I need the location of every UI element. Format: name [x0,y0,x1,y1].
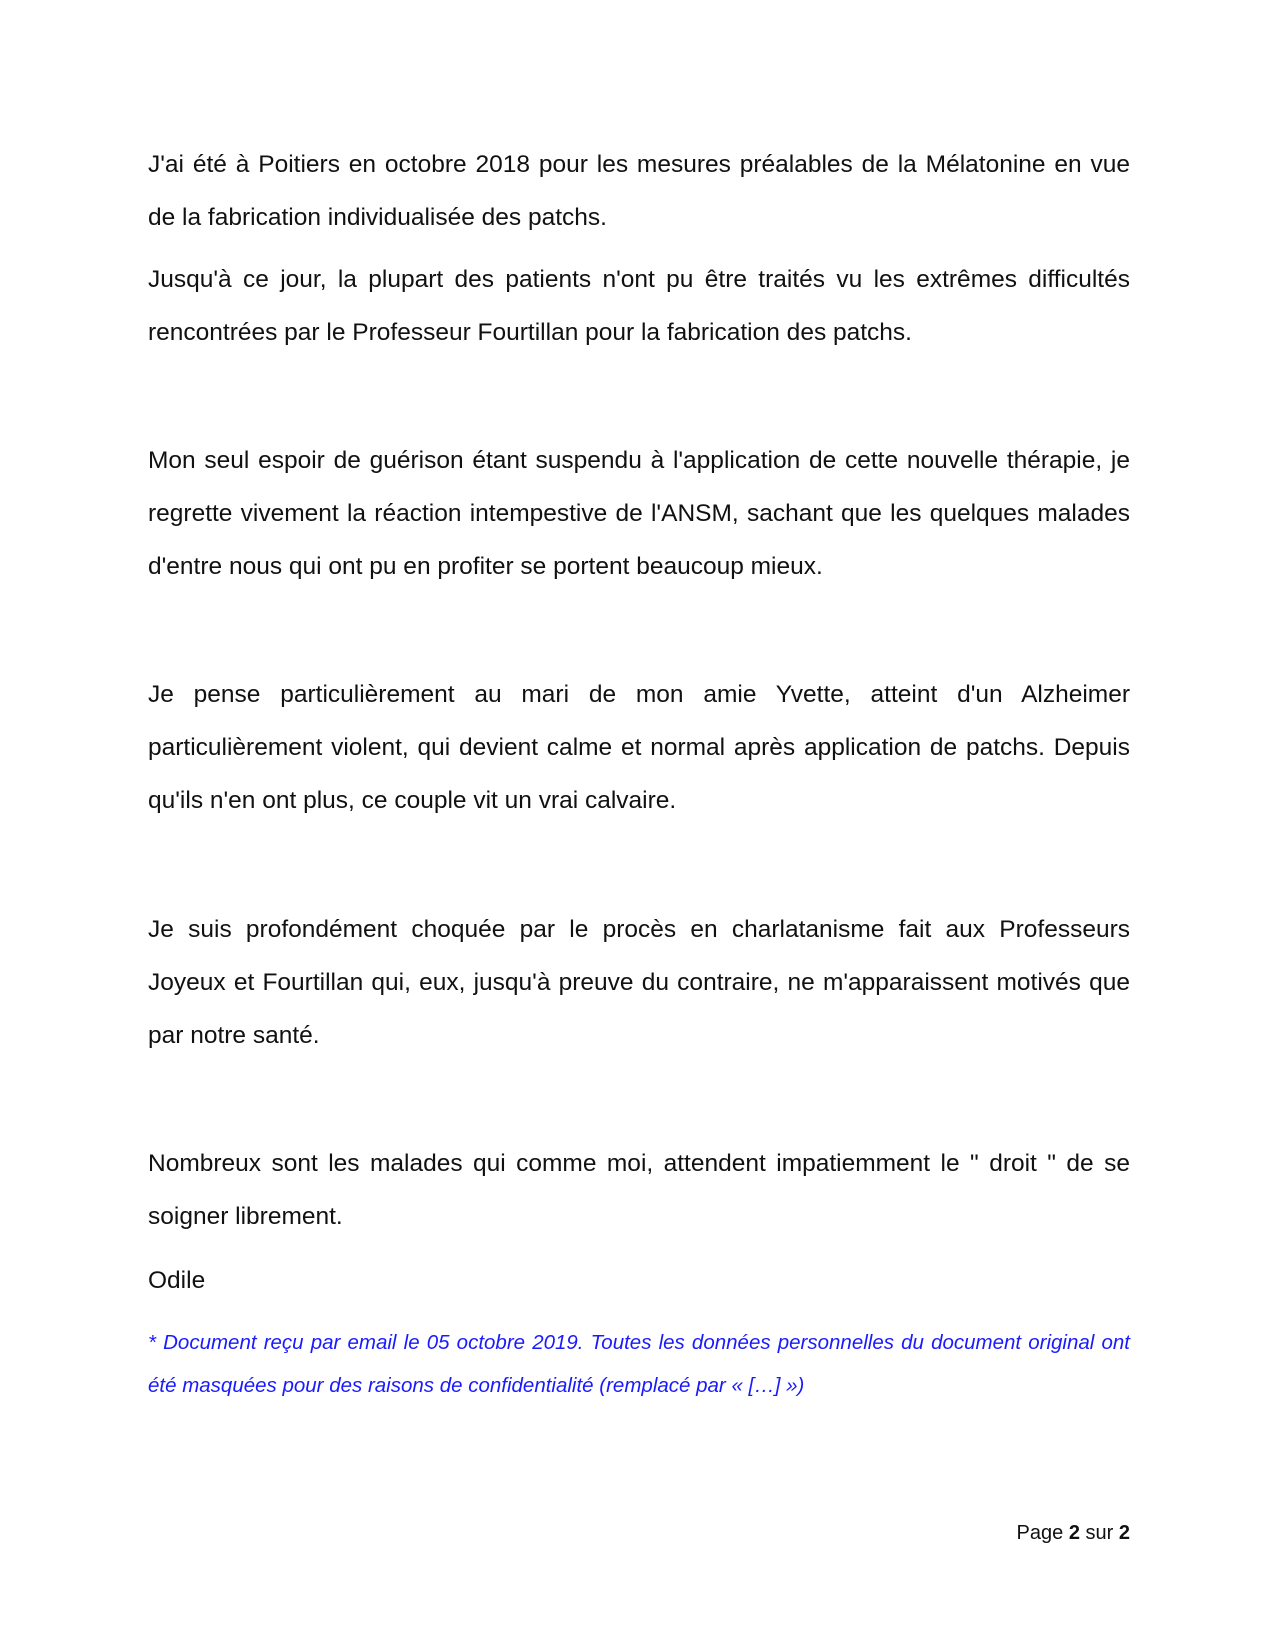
paragraph-yvette: Je pense particulièrement au mari de mon amie Yvette, atteint d'un Alzheimer particulièrement violent, qui devient calme et normal après application de patchs. Depuis qu'ils n'en ont plus, ce couple vit un vrai calvaire. [148,681,1130,814]
paragraph-patients: Jusqu'à ce jour, la plupart des patients n'ont pu être traités vu les extrêmes difficultés rencontrées par le Professeur Fourtillan pour la fabrication des patchs. [148,266,1130,346]
page-current: 2 [1068,1522,1080,1544]
page-middle: sur [1085,1522,1114,1544]
page-prefix: Page [1016,1522,1064,1544]
paragraph-malades: Nombreux sont les malades qui comme moi, attendent impatiemment le " droit " de se soigner librement. [148,1150,1130,1230]
paragraph-espoir: Mon seul espoir de guérison étant suspendu à l'application de cette nouvelle thérapie, je regrette vivement la réaction intempestive de l'ANSM, sachant que les quelques malades d'entre nous qui ont pu en profiter se portent beaucoup mieux. [148,447,1130,580]
confidentiality-note: * Document reçu par email le 05 octobre 2019. Toutes les données personnelles du document original ont été masquées pour des raisons de confidentialité (remplacé par « […] ») [148,1331,1130,1397]
page-total: 2 [1118,1522,1130,1544]
paragraph-proces: Je suis profondément choquée par le procès en charlatanisme fait aux Professeurs Joyeux et Fourtillan qui, eux, jusqu'à preuve du contraire, ne m'apparaissent motivés que par notre santé. [148,916,1130,1049]
paragraph-poitiers: J'ai été à Poitiers en octobre 2018 pour les mesures préalables de la Mélatonine en vue de la fabrication individualisée des patchs. [148,151,1130,231]
signature: Odile [148,1267,206,1294]
page-number [1017,1520,1130,1546]
